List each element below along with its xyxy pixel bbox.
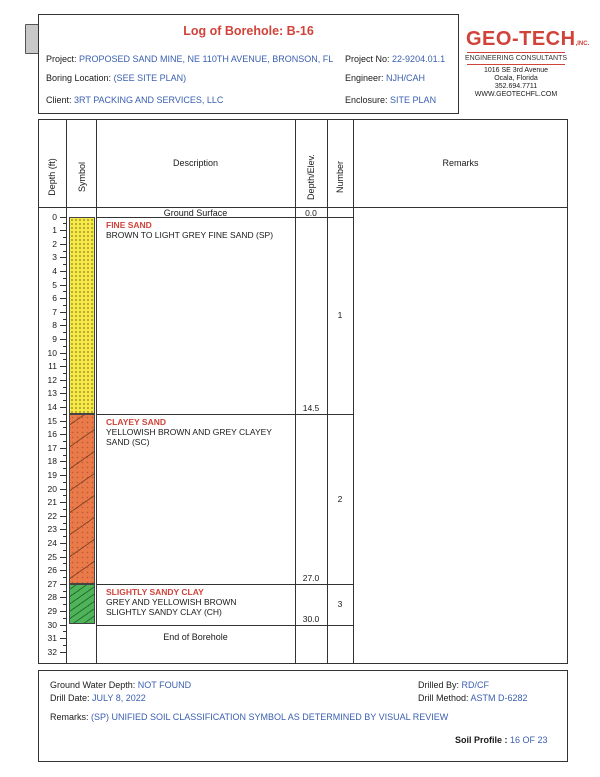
- depth-tick-label: 23: [47, 524, 57, 535]
- depth-tick-major: [60, 339, 66, 340]
- depth-tick-label: 13: [47, 388, 57, 399]
- boring-location-row: [46, 73, 186, 83]
- boring-location-value: (SEE SITE PLAN): [113, 73, 187, 83]
- depth-tick-label: 5: [52, 279, 57, 290]
- layer-title: SLIGHTLY SANDY CLAY: [106, 586, 204, 597]
- depth-tick-major: [60, 230, 66, 231]
- depth-tick-label: 17: [47, 442, 57, 453]
- remarks-row: [50, 712, 448, 722]
- depth-tick-major: [60, 298, 66, 299]
- depth-tick-minor: [63, 223, 66, 224]
- col-header-description: Description: [172, 158, 219, 168]
- depth-tick-label: 9: [52, 333, 57, 344]
- engineer-value: NJH/CAH: [386, 73, 426, 83]
- col-divider-depth-elev: [327, 119, 328, 664]
- company-website: WWW.GEOTECHFL.COM: [474, 91, 558, 98]
- page-tab-marker: [25, 24, 39, 54]
- company-address-1: 1016 SE 3rd Avenue: [483, 67, 549, 74]
- col-header-symbol: Symbol: [77, 162, 87, 193]
- drill-method-value: ASTM D-6282: [470, 693, 528, 703]
- col-divider-number: [353, 119, 354, 664]
- depth-tick-minor: [63, 319, 66, 320]
- depth-tick-label: 14: [47, 401, 57, 412]
- ground-surface-depth: 0.0: [305, 208, 317, 218]
- remarks-value: (SP) UNIFIED SOIL CLASSIFICATION SYMBOL AS DETERMINED BY VISUAL REVIEW: [91, 712, 449, 722]
- depth-tick-major: [60, 625, 66, 626]
- col-header-remarks: Remarks: [442, 158, 479, 168]
- depth-tick-label: 32: [47, 646, 57, 657]
- depth-tick-major: [60, 312, 66, 313]
- ground-surface-line: [96, 217, 353, 218]
- col-header-depth-elev: Depth/Elev.: [306, 154, 316, 200]
- project-no-label: Project No:: [345, 54, 390, 64]
- end-of-borehole-label: End of Borehole: [163, 632, 228, 642]
- enclosure-value: SITE PLAN: [390, 95, 437, 105]
- depth-tick-major: [60, 570, 66, 571]
- layer-title: FINE SAND: [106, 219, 152, 230]
- water-depth-value: NOT FOUND: [137, 680, 192, 690]
- depth-tick-major: [60, 448, 66, 449]
- layer-description-line-2: SAND (SC): [106, 436, 150, 447]
- depth-tick-minor: [63, 495, 66, 496]
- depth-tick-label: 31: [47, 633, 57, 644]
- project-no-value: 22-9204.01.1: [392, 54, 446, 64]
- layer-boundary-line: [96, 625, 353, 626]
- depth-tick-major: [60, 475, 66, 476]
- client-value: 3RT PACKING AND SERVICES, LLC: [74, 95, 224, 105]
- drill-date-row: [50, 693, 146, 703]
- depth-tick-major: [60, 325, 66, 326]
- ground-surface-label: Ground Surface: [163, 208, 228, 218]
- layer-bottom-depth: 30.0: [302, 613, 320, 624]
- depth-tick-label: 27: [47, 578, 57, 589]
- depth-tick-minor: [63, 577, 66, 578]
- depth-tick-major: [60, 257, 66, 258]
- depth-tick-label: 25: [47, 551, 57, 562]
- layer-description-line-1: GREY AND YELLOWISH BROWN: [106, 596, 237, 607]
- col-divider-depth: [66, 119, 67, 664]
- depth-tick-major: [60, 217, 66, 218]
- depth-tick-label: 3: [52, 252, 57, 263]
- layer-bottom-depth: 14.5: [302, 402, 320, 413]
- depth-tick-label: 18: [47, 456, 57, 467]
- depth-tick-minor: [63, 631, 66, 632]
- depth-tick-label: 7: [52, 306, 57, 317]
- layer-title: CLAYEY SAND: [106, 416, 166, 427]
- depth-tick-minor: [63, 346, 66, 347]
- layer-boundary-line: [96, 414, 353, 415]
- client-row: [46, 95, 223, 105]
- depth-tick-label: 6: [52, 293, 57, 304]
- engineer-label: Engineer:: [345, 73, 384, 83]
- depth-tick-label: 8: [52, 320, 57, 331]
- boring-location-label: Boring Location:: [46, 73, 112, 83]
- depth-tick-major: [60, 557, 66, 558]
- drilled-by-value: RD/CF: [461, 680, 490, 690]
- depth-tick-major: [60, 366, 66, 367]
- depth-tick-major: [60, 285, 66, 286]
- depth-tick-major: [60, 584, 66, 585]
- layer-bottom-depth: 27.0: [302, 572, 320, 583]
- col-divider-symbol: [96, 119, 97, 664]
- sample-number: 3: [337, 599, 343, 610]
- soil-profile-value: 16 OF 23: [510, 735, 548, 745]
- depth-tick-minor: [63, 563, 66, 564]
- depth-tick-minor: [63, 536, 66, 537]
- depth-tick-major: [60, 638, 66, 639]
- depth-tick-major: [60, 597, 66, 598]
- depth-tick-major: [60, 434, 66, 435]
- depth-tick-label: 0: [52, 211, 57, 222]
- depth-tick-label: 20: [47, 483, 57, 494]
- depth-tick-major: [60, 502, 66, 503]
- depth-tick-minor: [63, 591, 66, 592]
- layer-description-line-1: BROWN TO LIGHT GREY FINE SAND (SP): [106, 229, 274, 240]
- soil-profile-label: Soil Profile :: [455, 735, 508, 745]
- company-logo-text: GEO-TECH: [466, 28, 576, 50]
- company-address-2: Ocala, Florida: [494, 75, 538, 82]
- depth-tick-label: 29: [47, 605, 57, 616]
- drill-date-value: JULY 8, 2022: [92, 693, 146, 703]
- depth-tick-label: 28: [47, 592, 57, 603]
- drill-date-label: Drill Date:: [50, 693, 90, 703]
- drilled-by-row: [418, 680, 489, 690]
- soil-symbol-fill: [69, 584, 95, 625]
- depth-tick-major: [60, 353, 66, 354]
- drill-method-row: [418, 693, 528, 703]
- depth-tick-minor: [63, 618, 66, 619]
- depth-tick-minor: [63, 468, 66, 469]
- depth-tick-label: 26: [47, 565, 57, 576]
- drill-method-label: Drill Method:: [418, 693, 469, 703]
- enclosure-label: Enclosure:: [345, 95, 388, 105]
- depth-tick-minor: [63, 414, 66, 415]
- depth-tick-major: [60, 529, 66, 530]
- project-no-row: [345, 54, 445, 64]
- page-title: Log of Borehole: B-16: [183, 24, 314, 38]
- company-phone: 352.694.7711: [494, 83, 538, 90]
- depth-tick-label: 16: [47, 429, 57, 440]
- drilled-by-label: Drilled By:: [418, 680, 460, 690]
- company-tagline: ENGINEERING CONSULTANTS: [464, 55, 568, 62]
- depth-tick-major: [60, 516, 66, 517]
- depth-tick-label: 21: [47, 497, 57, 508]
- depth-tick-minor: [63, 482, 66, 483]
- logo-underline: [467, 52, 565, 53]
- water-depth-label: Ground Water Depth:: [50, 680, 136, 690]
- enclosure-row: [345, 95, 436, 105]
- client-label: Client:: [46, 95, 72, 105]
- depth-tick-minor: [63, 550, 66, 551]
- depth-tick-major: [60, 244, 66, 245]
- depth-tick-minor: [63, 332, 66, 333]
- depth-tick-label: 4: [52, 265, 57, 276]
- depth-tick-major: [60, 489, 66, 490]
- depth-tick-label: 10: [47, 347, 57, 358]
- soil-symbol-fill: [69, 414, 95, 584]
- project-label: Project:: [46, 54, 77, 64]
- depth-tick-minor: [63, 387, 66, 388]
- depth-tick-minor: [63, 645, 66, 646]
- depth-tick-minor: [63, 441, 66, 442]
- water-depth-row: [50, 680, 191, 690]
- depth-tick-major: [60, 393, 66, 394]
- depth-tick-minor: [63, 359, 66, 360]
- depth-tick-label: 11: [48, 361, 57, 372]
- remarks-label: Remarks:: [50, 712, 89, 722]
- project-row: [46, 54, 333, 64]
- depth-tick-minor: [63, 523, 66, 524]
- engineer-row: [345, 73, 425, 83]
- soil-profile-row: [455, 735, 548, 745]
- depth-tick-major: [60, 380, 66, 381]
- sample-number: 2: [337, 493, 343, 504]
- tagline-underline: [467, 64, 565, 65]
- depth-tick-major: [60, 421, 66, 422]
- depth-tick-label: 2: [52, 238, 57, 249]
- depth-tick-major: [60, 407, 66, 408]
- depth-tick-major: [60, 611, 66, 612]
- soil-symbol-fill: [69, 217, 95, 414]
- depth-tick-label: 1: [52, 225, 57, 236]
- depth-tick-minor: [63, 604, 66, 605]
- depth-tick-label: 22: [47, 510, 57, 521]
- depth-tick-minor: [63, 278, 66, 279]
- depth-tick-major: [60, 543, 66, 544]
- depth-tick-major: [60, 461, 66, 462]
- layer-description-line-1: YELLOWISH BROWN AND GREY CLAYEY: [106, 426, 272, 437]
- depth-tick-major: [60, 652, 66, 653]
- depth-tick-minor: [63, 251, 66, 252]
- layer-boundary-line: [96, 584, 353, 585]
- depth-tick-minor: [63, 427, 66, 428]
- depth-tick-minor: [63, 305, 66, 306]
- company-logo: [466, 28, 590, 51]
- project-value: PROPOSED SAND MINE, NE 110TH AVENUE, BRONSON, FL: [79, 54, 334, 64]
- depth-tick-minor: [63, 264, 66, 265]
- col-header-number: Number: [335, 161, 345, 194]
- company-logo-suffix: ,INC.: [575, 41, 590, 47]
- depth-tick-minor: [63, 373, 66, 374]
- depth-tick-minor: [63, 400, 66, 401]
- depth-tick-major: [60, 271, 66, 272]
- depth-tick-label: 12: [47, 374, 57, 385]
- depth-tick-label: 24: [47, 537, 57, 548]
- depth-tick-minor: [63, 455, 66, 456]
- depth-tick-minor: [63, 291, 66, 292]
- layer-description-line-2: SLIGHTLY SANDY CLAY (CH): [106, 606, 222, 617]
- col-header-depth: Depth (ft): [47, 158, 57, 196]
- depth-tick-minor: [63, 509, 66, 510]
- depth-tick-label: 15: [47, 415, 57, 426]
- depth-tick-label: 19: [47, 469, 57, 480]
- depth-tick-label: 30: [47, 619, 57, 630]
- sample-number: 1: [337, 310, 343, 321]
- depth-tick-minor: [63, 237, 66, 238]
